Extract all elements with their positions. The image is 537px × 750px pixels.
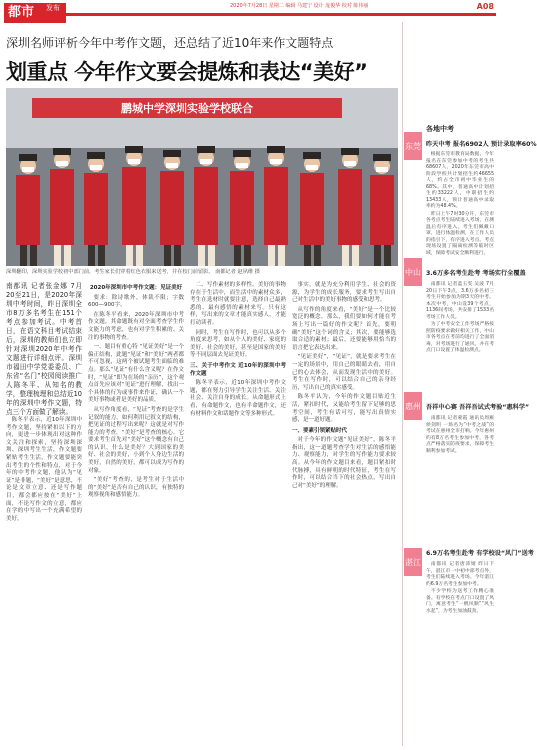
article-column-1 [6, 282, 82, 744]
page-number: A08 [476, 2, 494, 11]
photo-banner: 鹏城中学深圳实验学校联合 [121, 102, 253, 115]
article-column-3 [190, 282, 286, 744]
sidebar-section-title: 昨天中考 报名6902人 预计录取率60% [426, 141, 537, 148]
sidebar-paragraph: 南都讯 记者唐沛婧 昨日下午，湛江市一中初中部考点外，考生们陆续进入考场。今年湛江约6.9万名考生参加中考。 [426, 562, 494, 587]
article-paragraph: “见证美好”，“见证”，就是要求考生在一定的场景中，用自己的眼睛去看，用自己的心去体会，从而发现生活中的美好。考生在写作时，可以结合自己的亲身经历，写出自己的真实感受。 [292, 354, 396, 391]
news-photo [6, 88, 398, 266]
article-kicker: 深圳名师评析今年中考作文题，还总结了近10年来作文题特点 [6, 36, 334, 50]
sidebar-paragraph: 南都讯 记者蓝玉雯 吴波 7月20日下午3点，3.6万多名初三考生开始参加为期3天的中考。本次中考，中山设39个考点，1136间考场，共安排了1533名考场工作人员。 [426, 282, 494, 320]
article-paragraph: 同时，考生在写作时，也可以从多个角度来思考，如从个人的美好、家庭的美好、社会的美好，甚至是国家的美好等不同层面去见证美好。 [190, 329, 286, 359]
sidebar-paragraph: 根据东莞市教育局数据，今年报名在东莞参加中考的考生共68607人，2020年东莞市高中阶段学校共计划招生约46655人，约占全市初中毕业生的68%。其中，普通高中计划招生约33222人，中职招生约13433人，预计普通高中录取率约为48.4%。 [426, 152, 494, 209]
section-subheading: 三、关于中考作文 近10年的深圳中考作文题 [190, 362, 286, 377]
article-paragraph: 在陈冬平看来，2020年深圳市中考作文题，其命题既有对全面考查学生作文能力的考虑，也有对学生积累的、关注的事物的考查。 [88, 311, 184, 341]
sidebar-paragraph: 为了中考安全工作考场严格按照防疫要求做好相关工作，中山市各考点在考前均进行了全面消毒，对考场进行了通风，并在考点门口设置了体温检测点。 [426, 322, 494, 353]
section-subheading: 一、要素引领紧贴时代 [292, 427, 348, 434]
sidebar-section-body [426, 562, 494, 742]
article-paragraph: 二、写作素材的多样性。美好的事物存在于生活中，而生活中的素材众多，考生在选材时就要注意，选择自己最熟悉的、最有感悟的素材来写。只有这样，写出来的文章才能真实感人，才能打动读者。 [190, 282, 286, 326]
sidebar-section-title: 6.9万名考生赴考 有学校设“风门”送考 [426, 550, 534, 557]
sidebar-title: 各地中考 [426, 125, 454, 133]
article-paragraph: 陈冬平认为，今年的作文题目贴近生活，紧扣时代，又能给考生留下足够的思考空间，考生有话可写，能写出真情实感，是一道好题。 [292, 394, 396, 424]
article-headline: 划重点 今年作文要会提炼和表达“美好” [6, 60, 368, 84]
article-paragraph: 一、题目有重心特 “见证美好”是一个偏正结构，此题“见证”和“美好”两者都不可忽视，这两个被试题考生面临的难点。那么“见证”有什么含义呢？在作文时，“见证”即为在场的“亲历”，这个观点首先应该对“见证”进行理解，找出一个具体的行为或事件来作证，确认一个美好事物或者是美好的品质。 [88, 344, 184, 404]
sidebar-section-title: 3.6万多名考生赴考 考场实行全覆盖 [426, 270, 526, 277]
city-tag-zhanjiang: 湛江 [404, 548, 422, 576]
city-tag-dongguan: 东莞 [404, 132, 422, 160]
city-tag-huizhou: 惠州 [404, 392, 422, 420]
sidebar-paragraph: 南都讯 记者蒙霞 通讯员周雁 侯剑明 一场名为“中考之战”的考试在惠州全市打响。今年惠州约有8万名考生参加中考，各考点严格落实防疫要求，保障考生顺利参加考试。 [426, 416, 494, 454]
sidebar-paragraph: 昨日上午7时30分许，东莞市各考点考生陆续进入考场，在测温后有序进入。考生们佩戴口罩，进行体温检测，在工作人员的指引下，有序进入考点。考点现场设置了隔离检测等临时区域，保障考试安全顺利进行。 [426, 211, 494, 256]
photo-caption: 深圳翻印，深圳实验学校初中部门前，考生家长们穿着红色衣服来送考，并在校门前留影。 南都记者 赵夙维 摄 [6, 269, 260, 275]
sidebar-section-body [426, 416, 494, 536]
article-paragraph: 事实，就是为充分利用学生、社会的资源，为学生的成长服务，要求考生写出自己对生活中的美好事物的感受和思考。 [292, 282, 396, 304]
photo-illustration [6, 88, 398, 266]
sidebar-section-title: 吾祥中心赛 吾祥吾试式考验“惠科学” [426, 404, 530, 411]
sidebar-paragraph: 不少学校为送考工作精心准备。有学校在考点门口设置了风门，寓意考生“一帆风顺”“风生水起”，为考生加油鼓劲。 [426, 589, 494, 614]
sidebar-section-body [426, 282, 494, 382]
section-sub-label: 发布 [46, 4, 60, 12]
sidebar-section-body [426, 152, 494, 256]
article-paragraph: 从写作角度看，“见证”考查的是学生记叙的能力。如何利用记叙文的结构，把见证的过程写出来呢？这就是对写作能力的考查。“美好”是考查的核心。它要求考生首先对“美好”这个概念有自己的认识，什么是美好？大到国家的美好、社会的美好，小到个人身边生活的美好，自然的美好，都可以成为写作的对象。 [88, 406, 184, 474]
issue-info: 2020年7月28日 星期二 编辑 马建宁 设计 庞俊华 校对 陈伟丽 [230, 3, 369, 9]
article-column-2 [88, 282, 184, 744]
exam-requirement: 要求：除诗歌外，体裁不限；字数600—900字。 [88, 294, 184, 309]
exam-title: 2020年深圳市中考作文题：见证美好 [89, 285, 183, 291]
masthead-rule [66, 13, 496, 16]
city-tag-zhongshan: 中山 [404, 258, 422, 286]
article-lead: 南都讯 记者张金娜 7月20至21日，是2020年深圳中考时间，昨日深圳全市8万多名考生在151个考点参加考试。中考首日，在语文科目考试结束后，深圳的教师们也立即针对深圳2020年中考作文题进行详细点评。深圳市福田中学党委委员、广东省“名门”校园阅读推广人陈冬平、从知名的教学，整理梳理和总结近10年的深圳中考作文题，特点三个方面做了解读。 [6, 282, 82, 416]
article-paragraph: 从写作的角度来看，“美好”是一个比较宽泛的概念。那么，我们要如何才能在考场上写出一篇好的作文呢？首先，要明确“美好”这个词的含义；其次，要能够选取合适的素材；最后，还要能够用恰当的语言把它表达出来。 [292, 306, 396, 351]
article-paragraph: 陈冬平表示，近10年深圳中考作文题，坚持紧扣以下的方向，更进一步体现出对这种作文关注和探索，坚持深圳深圳、深圳考生生活，作文题要紧贴考生生活，作文题要能突出考生的个性和特点，对于今年的中考作文题，他认为“见证”是非题，“美好”是意思，不论是文章立意、还是写作题目，都会都应按在“美好”上面，不论写作文的立意，都应在学的中写出一个充满希望的美好。 [6, 417, 82, 522]
article-column-4 [292, 282, 396, 744]
article-paragraph: 陈冬平表示，近10年深圳中考作文题，都在努力引导学生关注生活、关注社会、关注自身的成长。从命题形式上看，有命题作文，也有半命题作文，还有材料作文和话题作文等多种形式。 [190, 380, 286, 417]
article-paragraph: “美好”考查的，是考生对于生活中的“美好”是否有自己的认识，有独特的观察视角和感悟能力。 [88, 477, 184, 499]
article-paragraph: 对于今年的作文题“见证美好”，陈冬平指出，这一道题考查学生对生活的感悟能力、观察能力，对学生的写作能力要求较高。从今年的作文题目来看，题目紧扣时代脉搏，具有鲜明的时代特征，考生在写作时，可以结合当下的社会热点，写出自己对“美好”的理解。 [292, 437, 396, 489]
section-brand: 都市 [4, 3, 66, 23]
